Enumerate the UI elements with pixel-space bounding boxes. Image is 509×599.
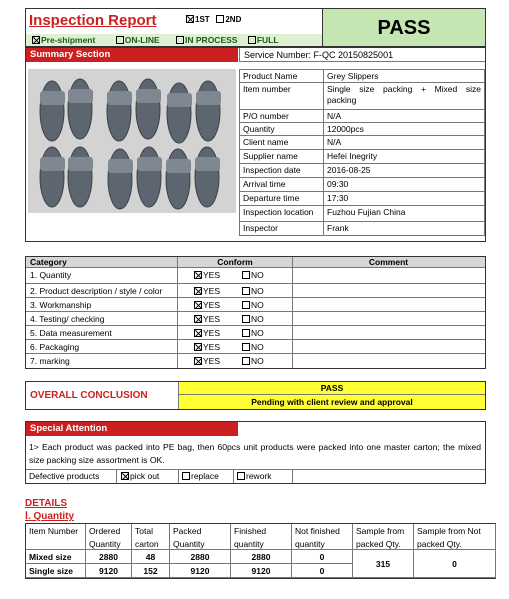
no-label: NO (251, 314, 264, 324)
info-label: Arrival time (239, 178, 324, 192)
info-value: N/A (324, 136, 485, 150)
first-round-checkbox[interactable] (186, 15, 194, 23)
option-pick-out[interactable] (121, 471, 159, 482)
yes-label: YES (203, 300, 221, 310)
slippers-photo (28, 69, 236, 213)
stage-bar (26, 34, 322, 46)
conform-no[interactable] (242, 356, 264, 367)
pick-out-checkbox (121, 472, 129, 480)
replace-checkbox (182, 472, 190, 480)
col-comment-header: Comment (368, 257, 409, 267)
conform-yes[interactable] (194, 328, 220, 339)
category-label: 6. Packaging (30, 342, 80, 352)
defective-label: Defective products (29, 471, 100, 481)
qty-cell: 9120 (170, 564, 231, 578)
yes-checkbox (194, 329, 202, 337)
special-title: Special Attention (26, 422, 238, 436)
summary-title: Summary Section (26, 48, 238, 62)
details-title: DETAILS (25, 498, 68, 509)
no-checkbox (242, 343, 250, 351)
category-label: 2. Product description / style / color (30, 286, 163, 296)
info-value: 2016-08-25 (324, 164, 485, 178)
conform-no[interactable] (242, 270, 264, 281)
stage-checkbox (32, 36, 40, 44)
info-label: Inspection location (239, 206, 324, 222)
yes-label: YES (203, 270, 221, 280)
info-label: Quantity (239, 123, 324, 136)
rework-checkbox (237, 472, 245, 480)
info-label: Inspector (239, 222, 324, 236)
yes-label: YES (203, 314, 221, 324)
qty-header-cell: Finished quantity (231, 523, 292, 550)
qty-cell: 152 (132, 564, 170, 578)
info-value: N/A (324, 110, 485, 123)
info-value: Fuzhou Fujian China (324, 206, 485, 222)
category-label: 3. Workmanship (30, 300, 92, 310)
option-divider-3 (292, 470, 293, 483)
info-value: 09:30 (324, 178, 485, 192)
qty-cell: 2880 (231, 550, 292, 564)
info-value: Single size packing + Mixed size packing (324, 83, 485, 110)
stage-in-process[interactable] (176, 35, 237, 45)
no-checkbox (242, 329, 250, 337)
stage-pre-shipment[interactable] (32, 35, 95, 45)
no-checkbox (242, 271, 250, 279)
special-text: 1> Each product was packed into PE bag, then 60pcs unit products were packed into one master carton; the mixed size packing size assortment is OK. (29, 442, 481, 465)
info-label: Supplier name (239, 150, 324, 164)
details-subtitle: Ⅰ. Quantity (25, 511, 75, 522)
col-conform-header: Conform (217, 257, 253, 267)
info-label: Departure time (239, 192, 324, 206)
qty-cell: 0 (292, 550, 353, 564)
no-checkbox (242, 315, 250, 323)
option-label: pick out (130, 471, 160, 481)
qty-cell: 48 (132, 550, 170, 564)
qty-header-cell: Sample from Not packed Qty. (414, 523, 496, 550)
qty-cell: 9120 (231, 564, 292, 578)
no-label: NO (251, 342, 264, 352)
yes-checkbox (194, 343, 202, 351)
stage-checkbox (248, 36, 256, 44)
report-title: Inspection Report (29, 12, 157, 29)
defective-divider (116, 470, 117, 483)
stage-label: Pre-shipment (41, 35, 96, 45)
category-label: 5. Data measurement (30, 328, 112, 338)
yes-label: YES (203, 342, 221, 352)
no-checkbox (242, 357, 250, 365)
category-label: 7. marking (30, 356, 70, 366)
sample-not-packed-cell: 0 (414, 550, 496, 578)
qty-cell: 2880 (170, 550, 231, 564)
no-label: NO (251, 270, 264, 280)
info-label: Item number (239, 83, 324, 110)
no-checkbox (242, 287, 250, 295)
info-label: Client name (239, 136, 324, 150)
stage-label: FULL (256, 35, 279, 45)
option-divider-1 (178, 470, 179, 483)
yes-checkbox (194, 301, 202, 309)
inspection-round (186, 15, 241, 24)
stage-checkbox (116, 36, 124, 44)
conclusion-result: PASS (178, 382, 485, 395)
no-label: NO (251, 300, 264, 310)
sample-packed-cell: 315 (353, 550, 414, 578)
qty-header-cell: Sample from packed Qty. (353, 523, 414, 550)
yes-label: YES (203, 328, 221, 338)
info-label: Inspection date (239, 164, 324, 178)
no-checkbox (242, 301, 250, 309)
col-category-header: Category (30, 257, 67, 267)
option-label: rework (246, 471, 272, 481)
conform-yes[interactable] (194, 286, 220, 297)
qty-header-cell: Ordered Quantity (86, 523, 132, 550)
stage-full[interactable] (248, 35, 279, 45)
conform-no[interactable] (242, 286, 264, 297)
stage-on-line[interactable] (116, 35, 160, 45)
yes-checkbox (194, 315, 202, 323)
conform-yes[interactable] (194, 270, 220, 281)
conform-yes[interactable] (194, 342, 220, 353)
slippers-image (28, 69, 236, 213)
info-label: P/O number (239, 110, 324, 123)
conform-no[interactable] (242, 328, 264, 339)
option-rework[interactable] (237, 471, 272, 482)
stage-label: IN PROCESS (185, 35, 238, 45)
info-label: Product Name (239, 69, 324, 83)
qty-cell: Mixed size (25, 550, 86, 564)
option-divider-2 (233, 470, 234, 483)
stage-label: ON-LINE (124, 35, 160, 45)
conclusion-note: Pending with client review and approval (178, 395, 485, 409)
conform-no[interactable] (242, 300, 264, 311)
qty-header-cell: Packed Quantity (170, 523, 231, 550)
info-value: 17:30 (324, 192, 485, 206)
qty-header-cell: Not finished quantity (292, 523, 353, 550)
stage-checkbox (176, 36, 184, 44)
qty-cell: 2880 (86, 550, 132, 564)
yes-label: YES (203, 356, 221, 366)
option-replace[interactable] (182, 471, 219, 482)
info-value: 12000pcs (324, 123, 485, 136)
first-round-label: 1ST (195, 15, 210, 24)
conform-yes[interactable] (194, 300, 220, 311)
no-label: NO (251, 286, 264, 296)
no-label: NO (251, 356, 264, 366)
category-label: 1. Quantity (30, 270, 72, 280)
option-label: replace (191, 471, 219, 481)
qty-header-cell: Total carton (132, 523, 170, 550)
second-round-checkbox[interactable] (216, 15, 224, 23)
qty-cell: 0 (292, 564, 353, 578)
conform-no[interactable] (242, 342, 264, 353)
yes-checkbox (194, 357, 202, 365)
yes-checkbox (194, 271, 202, 279)
qty-cell: 9120 (86, 564, 132, 578)
second-round-label: 2ND (225, 15, 242, 24)
qty-header-cell: Item Number (25, 523, 86, 550)
info-value: Frank (324, 222, 485, 236)
conclusion-label: OVERALL CONCLUSION (30, 390, 148, 401)
no-label: NO (251, 328, 264, 338)
conform-yes[interactable] (194, 314, 220, 325)
info-value: Hefei Inegrity (324, 150, 485, 164)
category-label: 4. Testing/ checking (30, 314, 105, 324)
yes-label: YES (203, 286, 221, 296)
conform-no[interactable] (242, 314, 264, 325)
yes-checkbox (194, 287, 202, 295)
result-banner: PASS (322, 8, 486, 47)
conform-yes[interactable] (194, 356, 220, 367)
info-value: Grey Slippers (324, 69, 485, 83)
qty-cell: Single size (25, 564, 86, 578)
service-number: Service Number: F-QC 20150825001 (239, 48, 485, 62)
